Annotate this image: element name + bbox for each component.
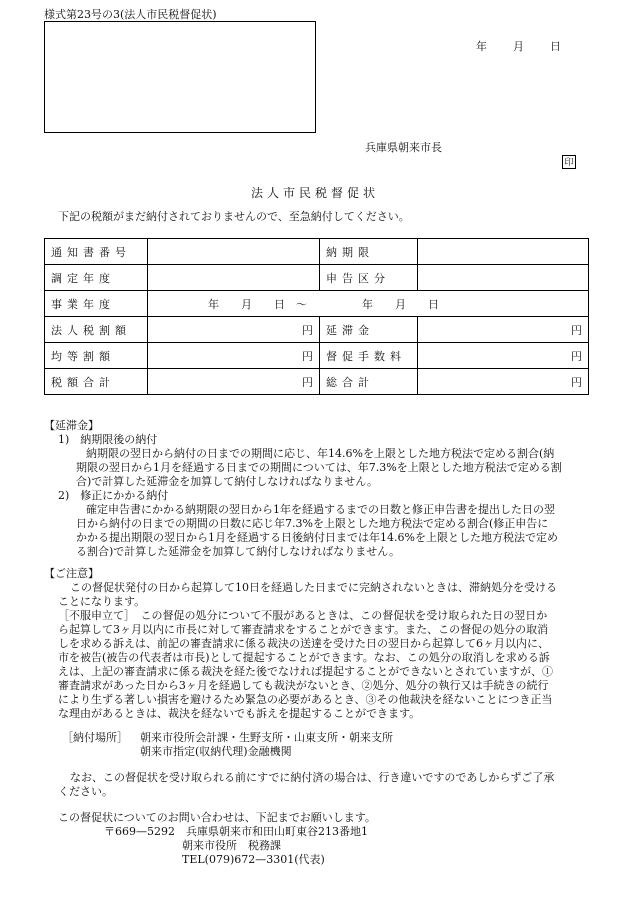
- date-day: 日: [550, 40, 561, 53]
- label-dunning-fee: 督促手数料: [320, 343, 418, 369]
- table-row: [45, 343, 589, 369]
- notice-p2-line8: な理由があるときは、裁決を経ないでも訴えを提起することができます。: [58, 707, 421, 720]
- label-assessment-year: 調定年度: [45, 265, 148, 291]
- delay-item2-line3: かかる提出期限の翌日から1月を経過する日後納付日までは年14.6%を上限とした地方税法で定め: [76, 531, 558, 544]
- notice-p2-line2: ら起算して3ヶ月以内に市長に対して審査請求をすることができます。また、この督促の処分の取消: [58, 623, 549, 636]
- issue-date: [476, 38, 561, 54]
- address-window: [44, 21, 316, 133]
- label-per-capita: 均等割額: [45, 343, 148, 369]
- delay-item1-title: 1) 納期限後の納付: [58, 433, 158, 446]
- delay-item1-line2: 期限の翌日から1月を経過する日までの期間については、年7.3%を上限とした地方税法で定める割: [76, 461, 562, 474]
- value-grand-total-yen: 円: [418, 369, 589, 395]
- value-corp-tax-yen: 円: [148, 317, 320, 343]
- tax-info-table: [44, 238, 589, 395]
- delay-heading: 【延滞金】: [44, 419, 99, 432]
- table-row: [45, 291, 589, 317]
- value-dunning-fee-yen: 円: [418, 343, 589, 369]
- value-declaration-type: [418, 265, 589, 291]
- notice-heading: 【ご注意】: [44, 567, 99, 580]
- seal-mark: 印: [562, 155, 576, 169]
- notice-p1-line2: ことになります。: [58, 595, 146, 608]
- label-corp-tax: 法人税割額: [45, 317, 148, 343]
- label-declaration-type: 申告区分: [320, 265, 418, 291]
- intro-text: 下記の税額がまだ納付されておりませんので、至急納付してください。: [58, 210, 410, 223]
- value-due-period: [418, 239, 589, 265]
- contact-tel: TEL(079)672—3301(代表): [182, 853, 325, 866]
- notice-p2-line4: 市を被告(被告の代表者は市長)として提起することができます。なお、この処分の取消しを求める訴: [58, 651, 550, 664]
- payment-label: ［納付場所］: [62, 731, 128, 744]
- delay-item1-line3: 合)で計算した延滞金を加算して納付しなければなりません。: [76, 475, 378, 488]
- value-notice-no: [148, 239, 320, 265]
- already-paid-line2: ください。: [58, 785, 113, 798]
- label-grand-total: 総合計: [320, 369, 418, 395]
- table-row: [45, 265, 589, 291]
- label-business-year: 事業年度: [45, 291, 148, 317]
- label-due-period: 納期限: [320, 239, 418, 265]
- contact-intro: この督促状についてのお問い合わせは、下記までお願いします。: [58, 811, 376, 824]
- already-paid-line1: なお、この督促状を受け取られる前にすでに納付済の場合は、行き違いですのであしからずご了承: [70, 771, 555, 784]
- value-assessment-year: [148, 265, 320, 291]
- value-per-capita-yen: 円: [148, 343, 320, 369]
- table-row: [45, 369, 589, 395]
- label-late-fee: 延滞金: [320, 317, 418, 343]
- delay-item1-line1: 納期限の翌日から納付の日までの期間に応じ、年14.6%を上限とした地方税法で定める割合(納: [86, 447, 555, 460]
- delay-item2-line4: る割合)で計算した延滞金を加算して納付しなければなりません。: [76, 545, 400, 558]
- notice-p1-line1: この督促状発付の日から起算して10日を経過した日までに完納されないときは、滞納処分を受ける: [70, 581, 557, 594]
- payment-line2: 朝来市指定(収納代理)金融機関: [140, 745, 292, 758]
- date-year: 年: [476, 40, 487, 53]
- form-number: 様式第23号の3(法人市民税督促状): [44, 8, 217, 21]
- contact-postal-address: 〒669—5292 兵庫県朝来市和田山町東谷213番地1: [104, 825, 368, 838]
- delay-item2-line1: 確定申告書にかかる納期限の翌日から1年を経過するまでの日数と修正申告書を提出した日の翌: [86, 503, 555, 516]
- label-notice-no: 通知書番号: [45, 239, 148, 265]
- document-title: 法人市民税督促状: [250, 186, 379, 200]
- notice-p2-line1: ［不服申立て］ この督促の処分について不服があるときは、この督促状を受け取られた日の翌日か: [58, 609, 548, 622]
- notice-p2-line3: しを求める訴えは、前記の審査請求に係る裁決の送達を受けた日の翌日から起算して6ヶ月以内に、: [58, 637, 549, 650]
- value-tax-total-yen: 円: [148, 369, 320, 395]
- payment-line1: 朝来市役所会計課・生野支所・山東支所・朝来支所: [140, 731, 393, 744]
- contact-office: 朝来市役所 税務課: [182, 839, 281, 852]
- issuer: 兵庫県朝来市長: [365, 141, 442, 154]
- value-late-fee-yen: 円: [418, 317, 589, 343]
- value-business-period: 年 月 日 〜 年 月 日: [148, 291, 589, 317]
- table-row: [45, 317, 589, 343]
- delay-item2-line2: 日から納付の日までの期間の日数に応じ年7.3%を上限とした地方税法で定める割合(修正申告に: [76, 517, 549, 530]
- notice-p2-line7: により生ずる著しい損害を避けるため緊急の必要があるとき、③その他裁決を経ないことにつき正当: [58, 693, 553, 706]
- table-row: [45, 239, 589, 265]
- label-tax-total: 税額合計: [45, 369, 148, 395]
- notice-p2-line6: 審査請求があった日から3ヶ月を経過しても裁決がないとき、②処分、処分の執行又は手続きの続行: [58, 679, 549, 692]
- delay-item2-title: 2) 修正にかかる納付: [58, 489, 169, 502]
- date-month: 月: [513, 40, 524, 53]
- notice-p2-line5: えは、上記の審査請求に係る裁決を経た後でなければ提起することができないとされていますが、①: [58, 665, 553, 678]
